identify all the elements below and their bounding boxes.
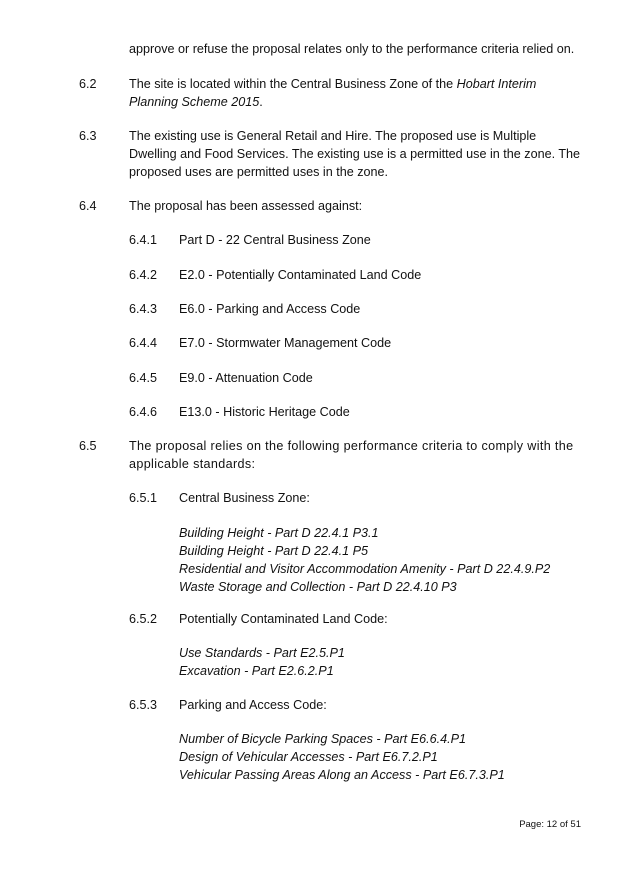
list-item: E7.0 - Stormwater Management Code [179,336,392,350]
paragraph-6-2-end: . [259,95,263,109]
criteria-item: Use Standards - Part E2.5.P1 [179,646,345,660]
section-number-6-2: 6.2 [79,77,97,91]
criteria-group-number: 6.5.1 [129,491,158,505]
criteria-item: Design of Vehicular Accesses - Part E6.7.2.P1 [179,750,438,764]
criteria-item: Waste Storage and Collection - Part D 22.4.10 P3 [179,580,457,594]
criteria-group-number: 6.5.2 [129,612,158,626]
paragraph-6-2-text: The site is located within the Central Business Zone of the [129,77,457,91]
list-item: E6.0 - Parking and Access Code [179,302,361,316]
criteria-item: Number of Bicycle Parking Spaces - Part E6.6.4.P1 [179,732,466,746]
section-number-6-4: 6.4 [79,199,97,213]
paragraph-6-3: The existing use is General Retail and Hire. The proposed use is Multiple Dwelling and Food Services. The existing use is a permitted use in the zone. The proposed uses are permitted uses in the zone. [129,129,581,179]
criteria-item: Building Height - Part D 22.4.1 P5 [179,544,369,558]
criteria-group-title: Parking and Access Code: [179,698,327,712]
criteria-list-central-business-zone [179,524,589,596]
criteria-list-parking-access [179,730,589,784]
list-item-number: 6.4.1 [129,233,158,247]
paragraph-6-4: The proposal has been assessed against: [129,199,363,213]
list-item-number: 6.4.4 [129,336,158,350]
list-item-number: 6.4.6 [129,405,158,419]
section-number-6-5: 6.5 [79,439,97,453]
intro-paragraph: approve or refuse the proposal relates only to the performance criteria relied on. [129,42,575,56]
list-item: Part D - 22 Central Business Zone [179,233,371,247]
paragraph-6-5: The proposal relies on the following performance criteria to comply with the applicable standards: [129,439,574,471]
list-item-number: 6.4.2 [129,268,158,282]
criteria-list-contaminated-land [179,644,589,680]
page-number: Page: 12 of 51 [519,819,581,830]
criteria-item: Building Height - Part D 22.4.1 P3.1 [179,526,379,540]
list-item: E13.0 - Historic Heritage Code [179,405,350,419]
criteria-group-number: 6.5.3 [129,698,158,712]
criteria-group-title: Central Business Zone: [179,491,310,505]
list-item: E2.0 - Potentially Contaminated Land Code [179,268,422,282]
criteria-item: Residential and Visitor Accommodation Amenity - Part D 22.4.9.P2 [179,562,551,576]
section-number-6-3: 6.3 [79,129,97,143]
list-item-number: 6.4.3 [129,302,158,316]
criteria-item: Excavation - Part E2.6.2.P1 [179,664,334,678]
list-item-number: 6.4.5 [129,371,158,385]
planning-scheme-title: Hobart Interim Planning Scheme 2015 [129,77,537,109]
criteria-group-title: Potentially Contaminated Land Code: [179,612,388,626]
criteria-item: Vehicular Passing Areas Along an Access - Part E6.7.3.P1 [179,768,505,782]
list-item: E9.0 - Attenuation Code [179,371,313,385]
paragraph-6-2 [129,75,581,111]
